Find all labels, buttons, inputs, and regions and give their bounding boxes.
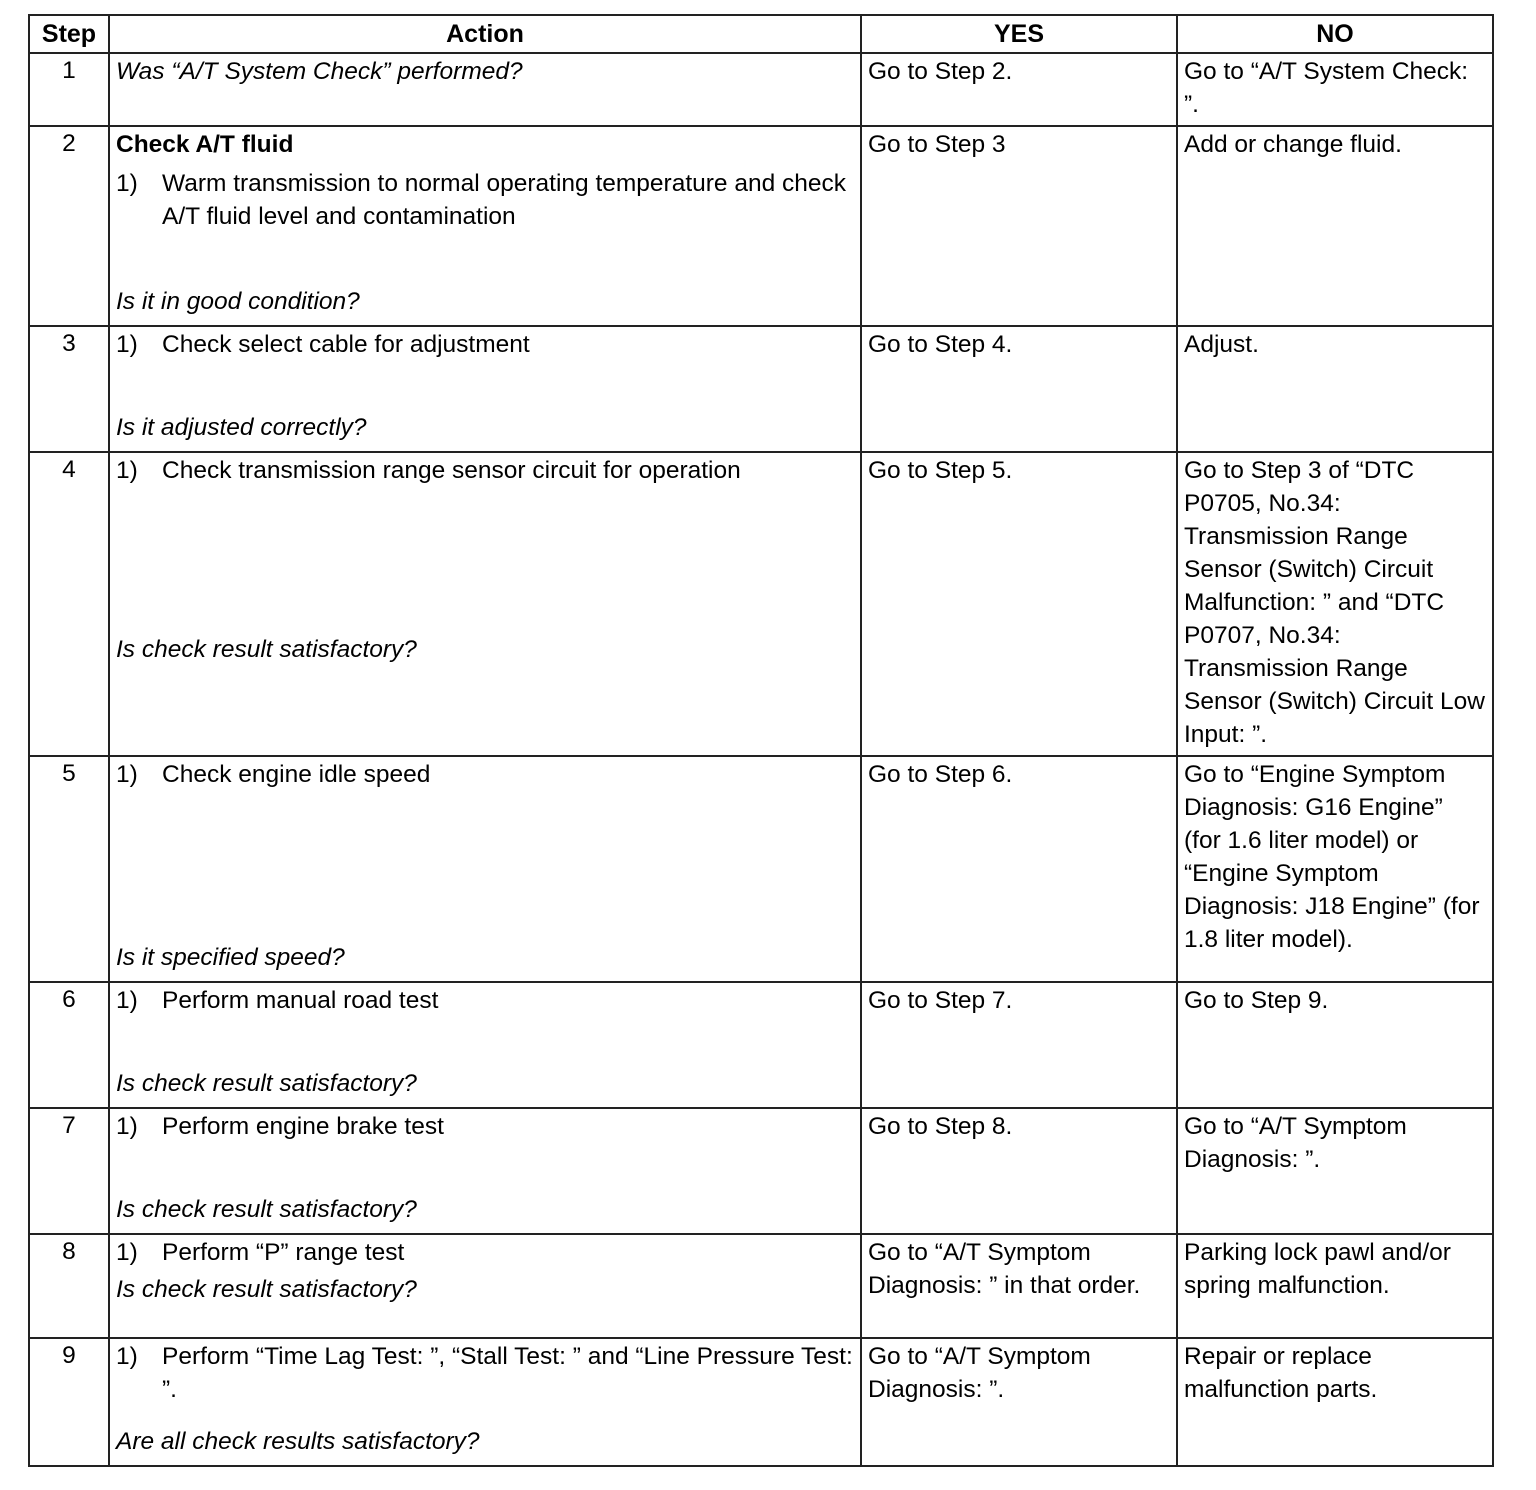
header-no: NO <box>1177 15 1493 53</box>
table-row <box>29 126 1493 326</box>
no-cell: Go to Step 3 of “DTC P0705, No.34: Transmission Range Sensor (Switch) Circuit Malfunction: ” and “DTC P0707, No.34: Transmission Range Sensor (Switch) Circuit Low Input: ”. <box>1177 452 1493 756</box>
action-substep <box>116 167 854 233</box>
yes-cell: Go to Step 4. <box>861 326 1177 452</box>
yes-cell: Go to Step 3 <box>861 126 1177 326</box>
step-number: 6 <box>29 982 109 1108</box>
table-row <box>29 1338 1493 1466</box>
action-cell <box>109 53 861 126</box>
diagnostic-table <box>28 14 1494 1467</box>
header-step: Step <box>29 15 109 53</box>
action-cell <box>109 452 861 756</box>
table-row <box>29 756 1493 982</box>
step-number: 8 <box>29 1234 109 1338</box>
action-cell <box>109 982 861 1108</box>
action-substep <box>116 454 854 487</box>
substep-text: Check transmission range sensor circuit for operation <box>162 457 741 484</box>
action-substep <box>116 758 854 791</box>
action-question: Is check result satisfactory? <box>116 1196 417 1223</box>
action-question: Is it specified speed? <box>116 944 345 971</box>
no-cell: Go to “Engine Symptom Diagnosis: G16 Engine” (for 1.6 liter model) or “Engine Symptom Diagnosis: J18 Engine” (for 1.8 liter model). <box>1177 756 1493 982</box>
table-row <box>29 982 1493 1108</box>
step-number: 5 <box>29 756 109 982</box>
no-cell: Adjust. <box>1177 326 1493 452</box>
table-row <box>29 53 1493 126</box>
table-row <box>29 452 1493 756</box>
substep-number: 1) <box>116 170 138 197</box>
action-substep <box>116 984 854 1017</box>
substep-number: 1) <box>116 1343 138 1370</box>
action-question: Are all check results satisfactory? <box>116 1428 480 1455</box>
no-cell: Parking lock pawl and/or spring malfunction. <box>1177 1234 1493 1338</box>
substep-text: Perform manual road test <box>162 987 439 1014</box>
header-row <box>29 15 1493 53</box>
table-row <box>29 326 1493 452</box>
action-cell <box>109 326 861 452</box>
action-question: Was “A/T System Check” performed? <box>116 58 523 85</box>
substep-number: 1) <box>116 761 138 788</box>
action-question: Is check result satisfactory? <box>116 636 417 663</box>
yes-cell: Go to Step 7. <box>861 982 1177 1108</box>
action-substep <box>116 1110 854 1143</box>
yes-cell: Go to Step 8. <box>861 1108 1177 1234</box>
yes-cell: Go to Step 2. <box>861 53 1177 126</box>
action-substep <box>116 328 854 361</box>
action-substep <box>116 1340 854 1406</box>
substep-text: Check select cable for adjustment <box>162 331 530 358</box>
substep-number: 1) <box>116 987 138 1014</box>
header-yes: YES <box>861 15 1177 53</box>
action-cell <box>109 1234 861 1338</box>
action-title: Check A/T fluid <box>116 131 294 158</box>
substep-text: Perform “P” range test <box>162 1239 405 1266</box>
no-cell: Go to Step 9. <box>1177 982 1493 1108</box>
header-action: Action <box>109 15 861 53</box>
step-number: 4 <box>29 452 109 756</box>
action-question: Is it adjusted correctly? <box>116 414 367 441</box>
action-question: Is check result satisfactory? <box>116 1070 417 1097</box>
substep-text: Perform engine brake test <box>162 1113 444 1140</box>
action-substep <box>116 1236 854 1269</box>
substep-text: Perform “Time Lag Test: ”, “Stall Test: ” and “Line Pressure Test: ”. <box>162 1343 853 1403</box>
step-number: 9 <box>29 1338 109 1466</box>
action-cell <box>109 756 861 982</box>
substep-number: 1) <box>116 457 138 484</box>
action-question: Is check result satisfactory? <box>116 1276 417 1303</box>
yes-cell: Go to Step 5. <box>861 452 1177 756</box>
action-cell <box>109 1108 861 1234</box>
step-number: 7 <box>29 1108 109 1234</box>
yes-cell: Go to Step 6. <box>861 756 1177 982</box>
substep-text: Check engine idle speed <box>162 761 431 788</box>
step-number: 3 <box>29 326 109 452</box>
yes-cell: Go to “A/T Symptom Diagnosis: ”. <box>861 1338 1177 1466</box>
no-cell: Repair or replace malfunction parts. <box>1177 1338 1493 1466</box>
substep-text: Warm transmission to normal operating temperature and check A/T fluid level and contamination <box>162 170 847 230</box>
substep-number: 1) <box>116 1239 138 1266</box>
substep-number: 1) <box>116 331 138 358</box>
action-cell <box>109 126 861 326</box>
action-question: Is it in good condition? <box>116 288 360 315</box>
no-cell: Add or change fluid. <box>1177 126 1493 326</box>
substep-number: 1) <box>116 1113 138 1140</box>
table-row <box>29 1108 1493 1234</box>
yes-cell: Go to “A/T Symptom Diagnosis: ” in that order. <box>861 1234 1177 1338</box>
step-number: 2 <box>29 126 109 326</box>
table-row <box>29 1234 1493 1338</box>
step-number: 1 <box>29 53 109 126</box>
no-cell: Go to “A/T Symptom Diagnosis: ”. <box>1177 1108 1493 1234</box>
no-cell: Go to “A/T System Check: ”. <box>1177 53 1493 126</box>
action-cell <box>109 1338 861 1466</box>
